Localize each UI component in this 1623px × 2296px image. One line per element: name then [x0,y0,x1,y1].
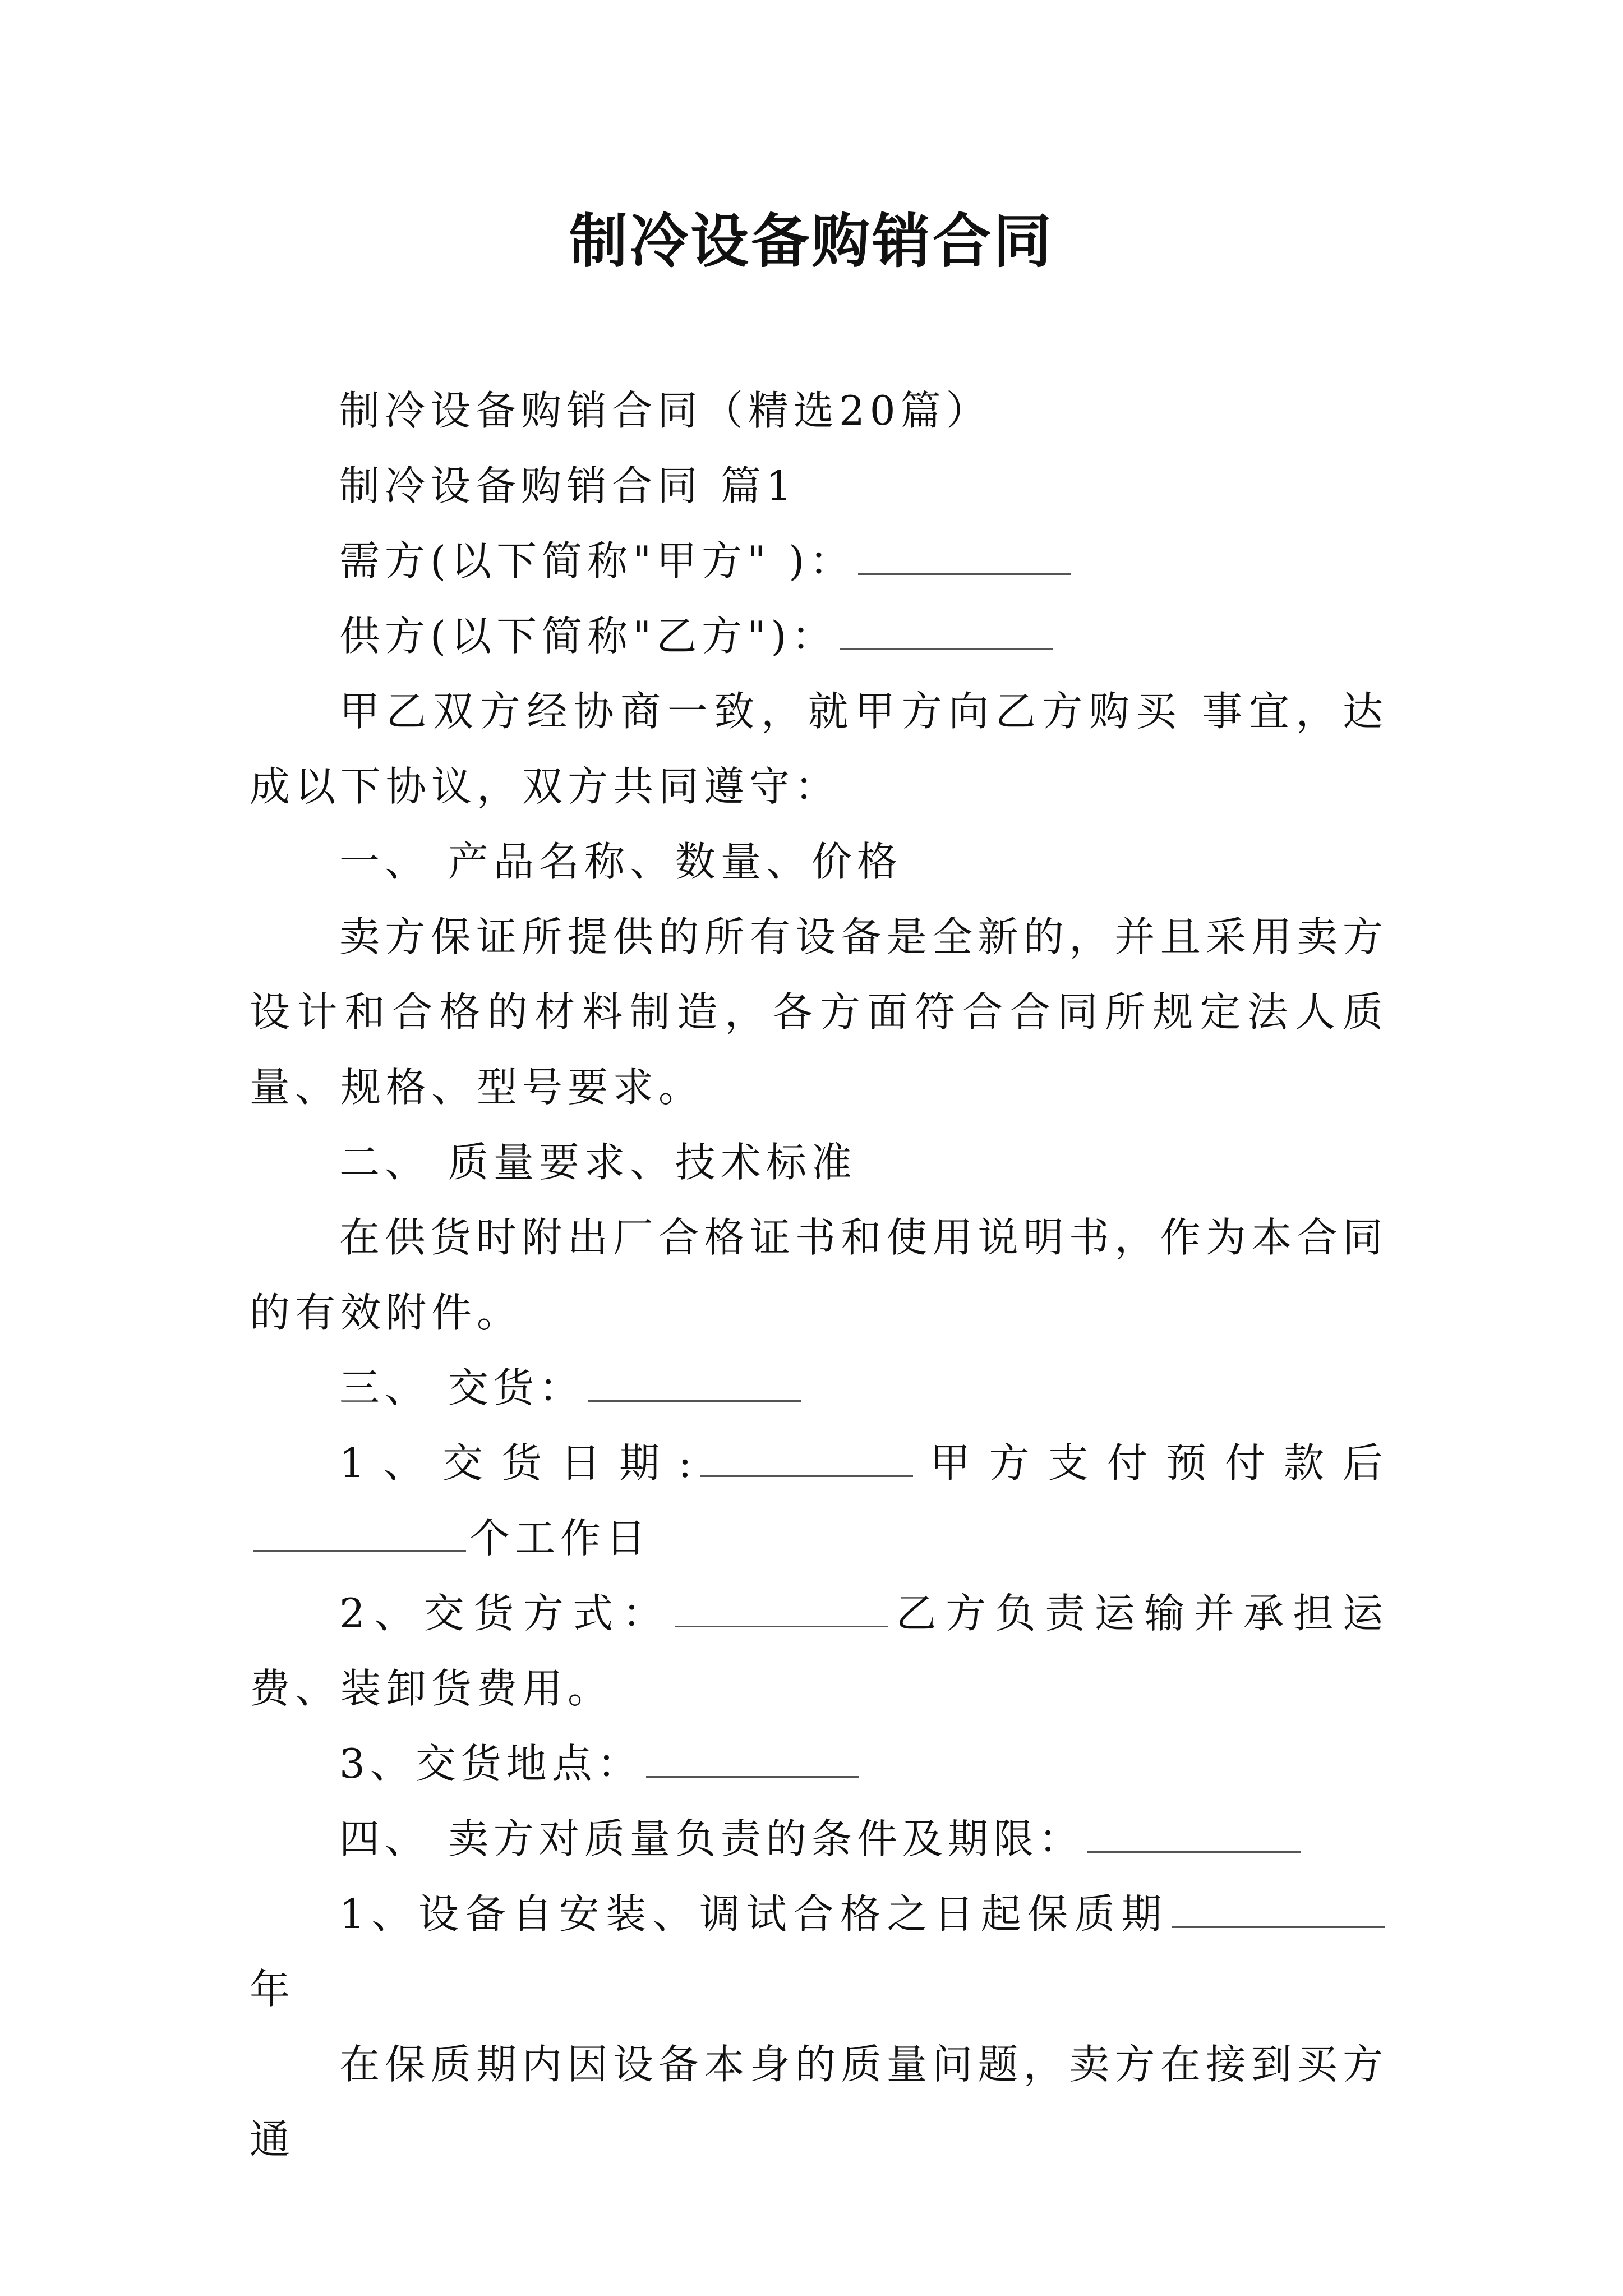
heading-quality [250,1125,1388,1200]
paragraph-text: 三、 交货： [339,1364,584,1411]
heading-warranty [250,1801,1388,1876]
paragraph-text: 一、 产品名称、数量、价格 [339,838,902,885]
paragraph-agreement [250,674,1388,824]
paragraph-text: 甲乙双方经协商一致，就甲方向乙方购买 事宜，达成以下协议，双方共同遵守： [250,688,1388,810]
fill-in-blank [700,1437,913,1477]
paragraph-text: 制冷设备购销合同 篇1 [339,462,797,509]
fill-in-blank [858,535,1071,575]
paragraph-section-heading [250,448,1388,523]
fill-in-blank [1087,1813,1301,1853]
paragraph-text: 制冷设备购销合同（精选20篇） [339,387,992,434]
paragraph-buyer [250,523,1388,599]
paragraph-text: 在保质期内因设备本身的质量问题，卖方在接到买方通 [250,2041,1388,2163]
paragraph-delivery-method [250,1576,1388,1726]
paragraph-text: 需方(以下简称"甲方" )： [339,537,855,585]
fill-in-blank [675,1588,888,1627]
document-body [250,373,1388,2177]
paragraph-warranty-period [250,1876,1388,2027]
paragraph-text-end: 个工作日 [469,1515,652,1562]
paragraph-text: 在供货时附出厂合格证书和使用说明书，作为本合同的有效附件。 [250,1214,1388,1336]
paragraph-text-mid: 乙方负责运输并承担运费、装卸货费用。 [250,1590,1388,1712]
paragraph-text: 卖方保证所提供的所有设备是全新的，并且采用卖方设计和合格的材料制造，各方面符合合同所规定法人质量、规格、型号要求。 [250,913,1388,1111]
fill-in-blank [253,1512,466,1552]
paragraph-text: 1、设备自安装、调试合格之日起保质期 [339,1890,1168,1938]
paragraph-text: 1、交货日期: [339,1439,697,1487]
paragraph-warranty-issue [250,2027,1388,2177]
paragraph-delivery-place [250,1726,1388,1801]
paragraph-seller-guarantee [250,899,1388,1125]
paragraph-text: 二、 质量要求、技术标准 [339,1139,857,1186]
paragraph-supplier [250,599,1388,674]
paragraph-text: 3、交货地点： [339,1740,643,1787]
paragraph-certificate [250,1200,1388,1350]
heading-delivery [250,1350,1388,1425]
document-title: 制冷设备购销合同 [569,206,1054,275]
paragraph-text: 四、 卖方对质量负责的条件及期限： [339,1815,1084,1862]
fill-in-blank [1172,1888,1385,1928]
paragraph-text: 2、交货方式： [339,1590,672,1637]
fill-in-blank [588,1362,801,1402]
fill-in-blank [840,610,1053,650]
paragraph-text-mid: 年 [250,1966,296,2013]
paragraph-text: 供方(以下简称"乙方")： [339,613,837,660]
paragraph-subtitle [250,373,1388,448]
heading-product [250,824,1388,899]
paragraph-delivery-date [250,1425,1388,1576]
paragraph-text-mid: 甲方支付预付款后 [916,1439,1388,1487]
fill-in-blank [646,1738,859,1778]
